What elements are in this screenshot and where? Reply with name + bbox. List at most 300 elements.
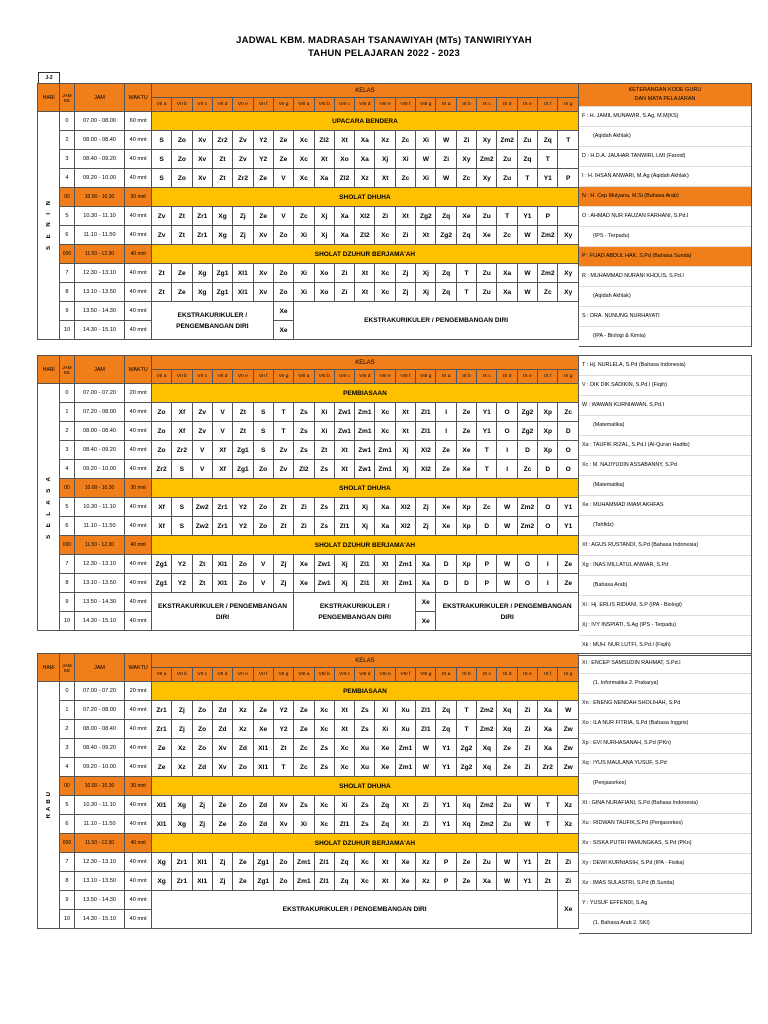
teacher-legend-entry: (Matematika) [579,475,751,495]
teacher-code-cell: Xf [212,460,232,479]
teacher-code-cell: Ze [558,574,579,593]
teacher-code-cell: Zd [233,739,253,758]
header-class-12: VIII f [395,98,415,112]
teacher-code-cell: W [497,498,517,517]
period-number: 2 [60,720,74,739]
teacher-code-cell: Xa [497,283,517,302]
teacher-code-cell: S [253,403,273,422]
period-time: 07.20 - 08.00 [74,403,125,422]
period-number: 6 [60,517,74,536]
period-time: 08.00 - 08.40 [74,131,125,150]
teacher-code-cell: I [497,441,517,460]
teacher-code-cell: Xq [497,720,517,739]
period-time: 10.00 - 10.30 [74,479,125,498]
schedule-row [38,479,579,498]
teacher-code-cell: Zo [233,796,253,815]
teacher-code-cell: S [151,169,171,188]
keterangan-panel-0 [579,83,752,347]
header-class-14: IX a [436,668,456,682]
activity-band: SHOLAT DZUHUR BERJAMA'AH [151,834,578,853]
teacher-code-cell: Zo [172,150,192,169]
teacher-code-cell: Ze [212,815,232,834]
period-duration: 40 mnt [125,441,151,460]
period-time: 10.00 - 10.30 [74,188,125,207]
header-class-17: IX d [497,668,517,682]
teacher-code-cell: Xc [294,150,314,169]
teacher-code-cell: D [477,517,497,536]
period-duration: 40 mnt [125,169,151,188]
teacher-code-cell: Zg1 [253,853,273,872]
teacher-code-cell: Zl1 [334,815,354,834]
header-class-5: VII f [253,668,273,682]
teacher-code-cell: Zq [334,853,354,872]
period-time: 11.50 - 12.30 [74,536,125,555]
teacher-code-cell: Y1 [517,872,537,891]
teacher-code-cell: Xc [314,720,334,739]
teacher-code-cell: Zo [233,555,253,574]
teacher-code-cell: Xf [172,422,192,441]
teacher-code-cell: Zq [436,207,456,226]
period-duration: 40 mnt [125,555,151,574]
teacher-code-cell: Xz [558,796,579,815]
period-number: 000 [60,536,74,555]
teacher-code-cell: Zl1 [355,555,375,574]
teacher-code-cell: Y2 [233,498,253,517]
teacher-legend-entry: O : AHMAD NUR FAUZAN FARHANI, S.Pd.I [579,206,751,226]
teacher-code-cell: Y1 [538,169,558,188]
period-duration: 30 mnt [125,479,151,498]
teacher-code-cell: Zu [477,207,497,226]
teacher-legend-entry: Xi : Hj. ERLIS RIDIANI, S.P (IPA - Biologi) [579,595,751,615]
teacher-code-cell: Zr2 [172,441,192,460]
teacher-code-cell: P [436,872,456,891]
teacher-code-cell: Zt [538,872,558,891]
activity-band: PEMBIASAAN [151,384,578,403]
teacher-legend-entry: (IPS - Terpadu) [579,226,751,246]
teacher-code-cell: Zt [538,853,558,872]
schedule-row [38,682,579,701]
teacher-code-cell: Zg1 [151,574,171,593]
teacher-code-cell: Zi [334,283,354,302]
teacher-code-cell: O [497,422,517,441]
teacher-code-cell: V [273,207,293,226]
teacher-code-cell: Zm2 [477,815,497,834]
schedule-row [38,441,579,460]
teacher-code-cell: Xz [172,758,192,777]
ekstrakurikuler-block: EKSTRAKURIKULER / PENGEMBANGAN DIRI [151,302,273,340]
teacher-code-cell: Xp [538,422,558,441]
teacher-code-cell: S [172,498,192,517]
teacher-code-cell: Zt [273,498,293,517]
teacher-code-cell: Xa [416,574,436,593]
teacher-code-cell: Xt [314,150,334,169]
period-duration: 40 mnt [125,517,151,536]
teacher-code-cell: Xt [395,403,415,422]
teacher-code-cell: Zr1 [151,701,171,720]
teacher-code-cell: Xp [456,517,476,536]
period-duration: 40 mnt [125,498,151,517]
teacher-code-cell: W [497,872,517,891]
teacher-code-cell: Xc [355,853,375,872]
schedule-row [38,701,579,720]
teacher-code-cell: Zo [192,720,212,739]
teacher-code-cell: Zi [416,815,436,834]
period-time: 14.30 - 15.10 [74,321,125,340]
teacher-code-cell: Xe [273,302,293,321]
header-class-14: IX a [436,370,456,384]
teacher-code-cell: T [538,150,558,169]
teacher-code-cell: Zj [416,517,436,536]
teacher-code-cell: P [538,207,558,226]
teacher-code-cell: Zt [151,264,171,283]
teacher-code-cell: Zl2 [314,131,334,150]
schedule-row [38,593,579,612]
header-class-6: VII g [273,370,293,384]
schedule-row [38,169,579,188]
teacher-code-cell: Y2 [273,701,293,720]
teacher-code-cell: I [436,403,456,422]
teacher-code-cell: Zw1 [355,441,375,460]
header-class-19: IX f [538,370,558,384]
teacher-code-cell: Y2 [253,150,273,169]
teacher-code-cell [558,150,579,169]
teacher-code-cell: Zj [192,796,212,815]
teacher-code-cell: V [212,422,232,441]
teacher-code-cell: Zs [355,720,375,739]
schedule-row [38,150,579,169]
period-duration: 40 mnt [125,834,151,853]
teacher-code-cell: Xi [294,283,314,302]
teacher-code-cell: Zg1 [233,460,253,479]
teacher-legend-entry: Xl : ENCEP SAMSUDIN RAHMAT, S.Pd.I [582,660,681,666]
teacher-code-cell: W [416,758,436,777]
teacher-code-cell: Xt [334,460,354,479]
schedule-row [38,302,579,321]
header-hari: HARI [38,356,60,384]
teacher-code-cell: Zs [314,517,334,536]
header-class-20: IX g [558,370,579,384]
period-duration: 40 mnt [125,150,151,169]
teacher-code-cell: Xq [477,758,497,777]
teacher-code-cell: Zj [395,283,415,302]
teacher-code-cell: Xj [355,517,375,536]
activity-band: SHOLAT DZUHUR BERJAMA'AH [151,245,578,264]
teacher-code-cell: Zi [436,150,456,169]
activity-band: PEMBIASAAN [151,682,578,701]
teacher-code-cell: Zo [273,872,293,891]
header-class-1: VII b [172,98,192,112]
teacher-code-cell: Zt [233,422,253,441]
period-time: 10.30 - 11.10 [74,207,125,226]
schedule-row [38,739,579,758]
teacher-code-cell: Xc [375,422,395,441]
teacher-code-cell: Y1 [477,422,497,441]
teacher-legend-entry: (IPA - Biologi & Kimia) [579,326,751,346]
teacher-code-cell: Zc [477,498,497,517]
teacher-code-cell: Zt [273,517,293,536]
schedule-row [38,834,579,853]
teacher-code-cell: Xl1 [151,815,171,834]
period-number: 8 [60,872,74,891]
teacher-code-cell: Zo [151,422,171,441]
teacher-code-cell: Zj [273,555,293,574]
teacher-code-cell: Zj [212,853,232,872]
header-class-19: IX f [538,98,558,112]
teacher-code-cell: Zq [334,872,354,891]
header-kelas: KELAS [151,356,578,370]
teacher-code-cell: Zl1 [314,872,334,891]
teacher-code-cell: Xl2 [395,498,415,517]
teacher-code-cell: Zi [456,131,476,150]
period-time: 12.30 - 13.10 [74,853,125,872]
teacher-code-cell: Xv [273,796,293,815]
teacher-code-cell: Zu [477,283,497,302]
teacher-code-cell: Xa [355,131,375,150]
schedule-row [38,517,579,536]
teacher-code-cell: I [538,574,558,593]
schedule-row [38,720,579,739]
teacher-code-cell: Zt [192,574,212,593]
teacher-code-cell: T [456,283,476,302]
activity-band: SHOLAT DZUHUR BERJAMA'AH [151,536,578,555]
teacher-code-cell: Zo [233,574,253,593]
teacher-code-cell: Zi [517,739,537,758]
period-time: 13.10 - 13.50 [74,283,125,302]
header-class-4: VII e [233,98,253,112]
teacher-code-cell: Zs [314,460,334,479]
period-duration: 40 mnt [125,815,151,834]
teacher-code-cell: Zm1 [375,460,395,479]
period-time: 07.00 - 08.00 [74,112,125,131]
teacher-code-cell: Ze [456,403,476,422]
teacher-code-cell: Ze [172,283,192,302]
period-time: 13.50 - 14.30 [74,593,125,612]
period-number: 5 [60,498,74,517]
period-time: 12.30 - 13.10 [74,555,125,574]
teacher-code-cell: Ze [233,872,253,891]
schedule-row [38,188,579,207]
teacher-code-cell: Zi [517,720,537,739]
teacher-code-cell: Xc [294,169,314,188]
teacher-code-cell: Xz [416,853,436,872]
header-hari: HARI [38,84,60,112]
period-time: 09.20 - 10.00 [74,460,125,479]
period-number: 6 [60,226,74,245]
period-number: 1 [60,403,74,422]
teacher-code-cell: Xy [558,226,579,245]
period-number: 3 [60,739,74,758]
teacher-code-cell: Xa [355,150,375,169]
teacher-code-cell: Zo [273,853,293,872]
teacher-code-cell: Zm2 [517,498,537,517]
teacher-code-cell: Xy [477,169,497,188]
activity-band: UPACARA BENDERA [151,112,578,131]
teacher-code-cell: Zm2 [538,264,558,283]
teacher-code-cell: Zj [233,226,253,245]
teacher-code-cell: O [497,403,517,422]
period-time: 09.20 - 10.00 [74,758,125,777]
teacher-code-cell: S [172,460,192,479]
teacher-code-cell: V [253,574,273,593]
period-number: 5 [60,796,74,815]
teacher-code-cell: Xa [334,226,354,245]
teacher-legend-entry: Xc : M. NAJIYUDIN ASSABANNY, S.Pd [579,455,751,475]
header-class-0: VII a [151,98,171,112]
teacher-code-cell: W [497,555,517,574]
period-number: 2 [60,422,74,441]
teacher-code-cell: Xq [456,796,476,815]
document-code-tag: J-2 [38,72,60,85]
teacher-code-cell: W [517,283,537,302]
teacher-code-cell: Zv [273,460,293,479]
teacher-legend-entry: F : H. JAMIL MUNAWIR, S.Ag, M.M(KS) [579,106,751,126]
period-duration: 40 mnt [125,758,151,777]
teacher-code-cell: Zl1 [334,498,354,517]
teacher-code-cell: Y2 [273,720,293,739]
teacher-code-cell: Xc [314,701,334,720]
period-duration: 40 mnt [125,910,151,929]
teacher-code-cell: Xq [497,701,517,720]
teacher-code-cell: Xe [253,720,273,739]
teacher-code-cell: Zj [395,264,415,283]
period-time: 12.30 - 13.10 [74,264,125,283]
teacher-code-cell: T [273,758,293,777]
teacher-code-cell: Zs [355,815,375,834]
header-class-15: IX b [456,370,476,384]
header-jam: JAM [74,84,125,112]
teacher-code-cell: Zm1 [294,853,314,872]
teacher-code-cell: Zo [253,460,273,479]
teacher-code-cell: I [538,555,558,574]
teacher-code-cell: Zo [253,498,273,517]
period-number: 8 [60,283,74,302]
teacher-code-cell: Ze [456,422,476,441]
page-title: JADWAL KBM. MADRASAH TSANAWIYAH (MTs) TANWIRIYYAH [236,35,532,46]
period-duration: 40 mnt [125,460,151,479]
teacher-code-cell: Zi [517,701,537,720]
teacher-code-cell: Xt [395,422,415,441]
teacher-code-cell: Xc [375,283,395,302]
teacher-code-cell: W [416,150,436,169]
schedule-row [38,872,579,891]
teacher-code-cell: V [212,403,232,422]
teacher-code-cell: Xf [151,498,171,517]
teacher-code-cell: Zr2 [538,758,558,777]
teacher-code-cell: Zv [151,207,171,226]
teacher-code-cell: S [253,422,273,441]
teacher-code-cell: Zq [375,815,395,834]
header-class-19: IX f [538,668,558,682]
teacher-code-cell: Xz [233,720,253,739]
period-duration: 40 mnt [125,245,151,264]
teacher-code-cell: Zj [416,498,436,517]
teacher-code-cell: Xc [375,226,395,245]
teacher-code-cell: Zt [172,207,192,226]
period-time: 08.00 - 08.40 [74,720,125,739]
teacher-code-cell: Xl1 [212,555,232,574]
teacher-code-cell: Ze [233,853,253,872]
teacher-code-cell: Zl1 [416,701,436,720]
period-duration: 20 mnt [125,384,151,403]
teacher-code-cell: Ze [212,796,232,815]
teacher-code-cell: Zo [172,131,192,150]
teacher-code-cell: Xt [334,441,354,460]
teacher-code-cell: O [538,517,558,536]
teacher-code-cell: Ze [253,701,273,720]
period-time: 08.40 - 09.20 [74,739,125,758]
schedule-row [38,112,579,131]
teacher-code-cell: Zv [233,150,253,169]
header-hari: HARI [38,654,60,682]
teacher-code-cell: Xu [395,701,415,720]
header-class-1: VII b [172,668,192,682]
teacher-code-cell: Ze [151,739,171,758]
teacher-code-cell: Y1 [436,815,456,834]
ekstrakurikuler-block: EKSTRAKURIKULER / PENGEMBANGAN DIRI [294,302,579,340]
teacher-code-cell: Ze [436,460,456,479]
teacher-code-cell: Ze [497,739,517,758]
teacher-code-cell: Xe [395,853,415,872]
teacher-code-cell: Xi [395,150,415,169]
schedule-row [38,796,579,815]
teacher-code-cell: Zc [294,739,314,758]
teacher-code-cell: Xe [375,758,395,777]
day-label [38,112,60,340]
teacher-code-cell: Zt [233,403,253,422]
teacher-code-cell: Zr1 [192,207,212,226]
teacher-code-cell: Zo [151,441,171,460]
teacher-code-cell: P [477,574,497,593]
teacher-code-cell: Xj [416,283,436,302]
teacher-code-cell: Zj [273,574,293,593]
teacher-code-cell: Zv [233,131,253,150]
teacher-code-cell: Zm2 [497,131,517,150]
teacher-code-cell: Zc [294,758,314,777]
teacher-code-cell: T [558,131,579,150]
teacher-code-cell: D [436,555,456,574]
teacher-code-cell: Xl2 [355,207,375,226]
teacher-code-cell: Xz [355,169,375,188]
teacher-code-cell: Xt [375,169,395,188]
teacher-code-cell: Y1 [477,403,497,422]
teacher-code-cell: Zl1 [334,517,354,536]
teacher-code-cell: Xl2 [395,517,415,536]
period-number: 000 [60,834,74,853]
teacher-code-cell: T [456,264,476,283]
teacher-code-cell: Xj [334,555,354,574]
teacher-code-cell: Zi [395,226,415,245]
day-name: S E N I N [45,198,52,251]
period-time: 13.10 - 13.50 [74,872,125,891]
teacher-code-cell: Zo [273,283,293,302]
teacher-code-cell: Y1 [436,758,456,777]
teacher-code-cell: Zs [294,422,314,441]
teacher-code-cell: W [436,131,456,150]
activity-band: SHOLAT DHUHA [151,188,578,207]
teacher-code-cell: Zr1 [212,517,232,536]
day-name: S E L A S A [45,473,52,539]
ekstrakurikuler-block: EKSTRAKURIKULER / PENGEMBANGAN DIRI [436,593,579,631]
teacher-code-cell: Zm1 [355,403,375,422]
teacher-legend-entry: Xg : INAS MILLATUL ANWAR, S.Pd [579,555,751,575]
teacher-code-cell: Zl2 [294,460,314,479]
period-time: 07.00 - 07.20 [74,384,125,403]
header-class-6: VII g [273,98,293,112]
teacher-code-cell: Zo [192,739,212,758]
teacher-code-cell: Zw [558,739,579,758]
teacher-code-cell: Xv [212,758,232,777]
period-number: 7 [60,264,74,283]
